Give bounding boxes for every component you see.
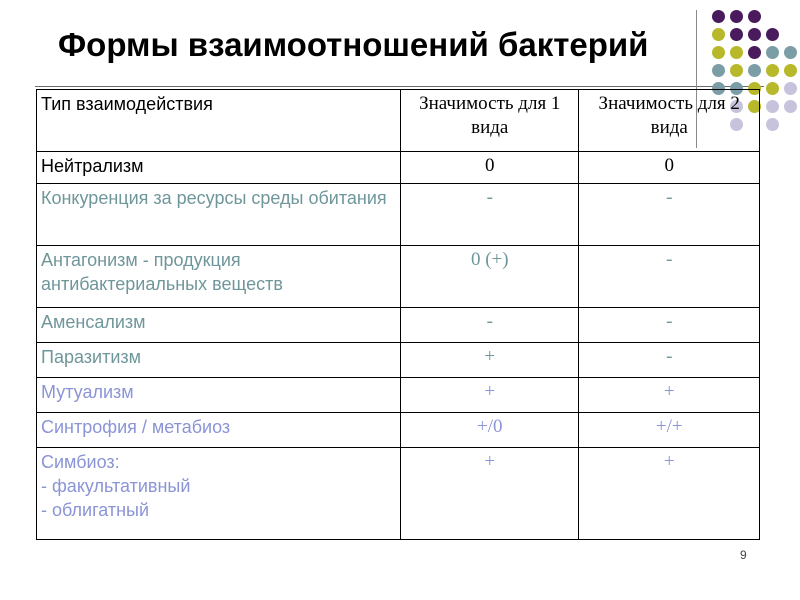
row-sig1: 0 (+) <box>401 246 579 308</box>
row-type: Антагонизм - продукция антибактериальных веществ <box>37 246 401 308</box>
table-header-row <box>37 90 760 152</box>
decor-dot <box>730 64 743 77</box>
decor-dot <box>784 46 797 59</box>
decor-dot <box>784 82 797 95</box>
row-sig1: + <box>401 378 579 413</box>
decor-dot <box>712 46 725 59</box>
table-row <box>37 413 760 448</box>
table-row <box>37 308 760 343</box>
decor-dot <box>712 64 725 77</box>
row-sig2: + <box>579 448 760 540</box>
header-type: Тип взаимодействия <box>37 90 401 152</box>
decor-dot <box>748 46 761 59</box>
page-number: 9 <box>740 548 747 562</box>
table-row <box>37 378 760 413</box>
decor-dot <box>766 82 779 95</box>
decor-dot <box>748 64 761 77</box>
decor-dot <box>748 10 761 23</box>
table-row <box>37 152 760 184</box>
decor-dot <box>712 28 725 41</box>
decor-dot <box>712 10 725 23</box>
title-underline <box>35 86 764 87</box>
row-sig1: - <box>401 184 579 246</box>
header-sig1: Значимость для 1 вида <box>401 90 579 152</box>
decor-dot <box>784 64 797 77</box>
decor-dot <box>730 10 743 23</box>
row-sig2: - <box>579 246 760 308</box>
row-sig1: 0 <box>401 152 579 184</box>
row-sig2: + <box>579 378 760 413</box>
row-type: Нейтрализм <box>37 152 401 184</box>
row-sig1: + <box>401 343 579 378</box>
row-type: Паразитизм <box>37 343 401 378</box>
decor-dot <box>766 28 779 41</box>
table-row <box>37 448 760 540</box>
decor-dot <box>730 46 743 59</box>
table-row <box>37 184 760 246</box>
decor-dot <box>766 64 779 77</box>
decor-dot <box>766 118 779 131</box>
row-type: Синтрофия / метабиоз <box>37 413 401 448</box>
row-sig2: +/+ <box>579 413 760 448</box>
row-type: Аменсализм <box>37 308 401 343</box>
row-type: Конкуренция за ресурсы среды обитания <box>37 184 401 246</box>
table-row <box>37 343 760 378</box>
row-sig2: - <box>579 343 760 378</box>
table-row <box>37 246 760 308</box>
header-sig2: Значимость для 2 вида <box>579 90 760 152</box>
row-sig2: 0 <box>579 152 760 184</box>
interactions-table <box>36 89 760 540</box>
decor-dot <box>748 28 761 41</box>
decor-dot <box>766 100 779 113</box>
row-sig2: - <box>579 308 760 343</box>
decor-dot <box>784 100 797 113</box>
row-sig1: + <box>401 448 579 540</box>
decor-dot <box>766 46 779 59</box>
row-type: Мутуализм <box>37 378 401 413</box>
row-sig1: - <box>401 308 579 343</box>
row-sig2: - <box>579 184 760 246</box>
row-type: Симбиоз: - факультативный - облигатный <box>37 448 401 540</box>
row-sig1: +/0 <box>401 413 579 448</box>
decor-dot <box>730 28 743 41</box>
slide-title: Формы взаимоотношений бактерий <box>58 26 649 63</box>
